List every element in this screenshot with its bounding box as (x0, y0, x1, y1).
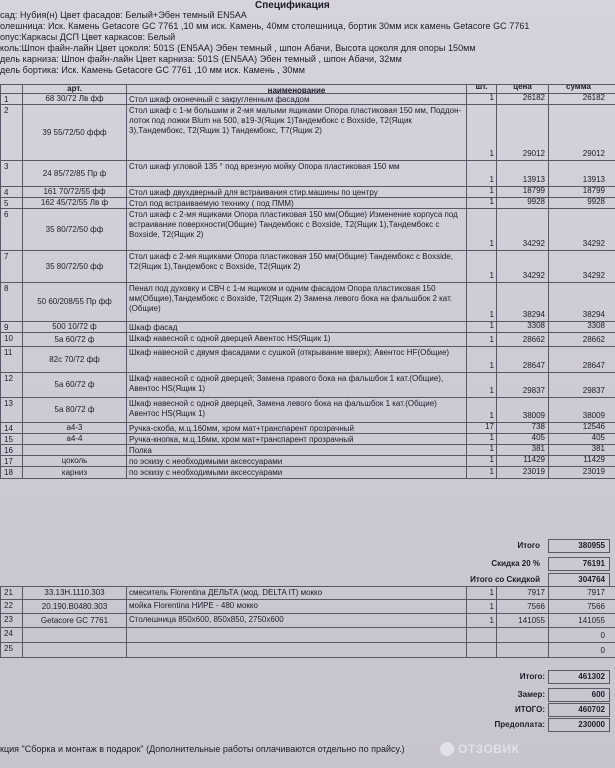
cell-name: по эскизу с необходимыми аксессуарами (126, 467, 466, 478)
cell-name: Шкаф фасад (126, 322, 466, 332)
cell-num: 24 (0, 628, 22, 642)
cell-price: 34292 (496, 251, 548, 282)
table-row (0, 398, 615, 423)
cell-qty: 1 (466, 187, 496, 197)
cell-name: Шкаф навесной с двумя фасадами с сушкой (открывание вверх); Авентос HF(Общие) (126, 347, 466, 372)
table-row (0, 105, 615, 161)
cell-qty: 1 (466, 600, 496, 613)
header-name: наименование (126, 85, 466, 93)
table-row (0, 198, 615, 209)
cell-sum: 34292 (548, 209, 608, 250)
cell-price: 34292 (496, 209, 548, 250)
cell-sum: 29837 (548, 373, 608, 397)
cell-sum: 0 (548, 643, 608, 657)
summary-value: 461302 (578, 672, 605, 681)
cell-qty (466, 628, 496, 642)
cell-name: Шкаф навесной с одной дверцей; Замена правого бока на фальшбок 1 кат.(Общие), Авентос HS(Ящик 1) (126, 373, 466, 397)
cell-num: 25 (0, 643, 22, 657)
table-row (0, 628, 615, 643)
cell-qty: 1 (466, 105, 496, 160)
cell-qty: 1 (466, 467, 496, 478)
summary-value-box (548, 688, 610, 702)
table-header-row (0, 85, 615, 94)
cell-art: карниз (22, 467, 126, 478)
cell-num: 3 (0, 161, 22, 186)
header-line: опус:Каркасы ДСП Цвет каркасов: Белый (0, 32, 176, 42)
cell-price: 141055 (496, 614, 548, 627)
total-value-0: 380955 (578, 541, 605, 550)
cell-art (22, 628, 126, 642)
watermark-logo-icon (440, 742, 454, 756)
cell-price: 381 (496, 445, 548, 455)
cell-qty: 1 (466, 161, 496, 186)
cell-sum: 29012 (548, 105, 608, 160)
table-row (0, 347, 615, 373)
header-num (0, 85, 22, 93)
cell-num: 12 (0, 373, 22, 397)
table-row (0, 600, 615, 614)
table-row (0, 614, 615, 628)
cell-num: 9 (0, 322, 22, 332)
table-row (0, 283, 615, 322)
table-row (0, 445, 615, 456)
total-label-2: Итого со Скидкой (470, 575, 540, 584)
cell-price: 11429 (496, 456, 548, 466)
cell-name: Стол шкаф с 1-м большим и 2-мя малыми ящиками Опора пластиковая 150 мм, Поддон-лоток под ложки Blum на 500, в19-3(Ящик 1)Тандембокс с Boxside, T2(Ящик 3),Тандембокс, T2(Ящик 1) Тандембокс, T7(Ящик 2) (126, 105, 466, 160)
cell-num: 18 (0, 467, 22, 478)
cell-art: цоколь (22, 456, 126, 466)
cell-name: Стол шкаф оконечный с закругленным фасадом (126, 94, 466, 104)
cell-price: 38294 (496, 283, 548, 321)
cell-qty: 1 (466, 587, 496, 599)
summary-value-box (548, 703, 610, 717)
cell-name: Стол шкаф двухдверный для встраивания стир.машины по центру (126, 187, 466, 197)
cell-num: 15 (0, 434, 22, 444)
cell-sum: 18799 (548, 187, 608, 197)
watermark: ОТЗОВИК (458, 742, 520, 756)
cell-art: Getacore GC 7761 (22, 614, 126, 627)
cell-price: 28662 (496, 333, 548, 346)
cell-name: по эскизу с необходимыми аксессуарами (126, 456, 466, 466)
cell-sum: 26182 (548, 94, 608, 104)
cell-qty: 1 (466, 445, 496, 455)
table-row (0, 187, 615, 198)
cell-art: 68 30/72 Лв фф (22, 94, 126, 104)
cell-num: 23 (0, 614, 22, 627)
cell-price: 23019 (496, 467, 548, 478)
cell-num: 10 (0, 333, 22, 346)
table-row (0, 456, 615, 467)
cell-art: 39 55/72/50 ффф (22, 105, 126, 160)
header-line: олешница: Иск. Камень Getacore GC 7761 ,10 мм иск. Камень, 40мм столешница, бортик 30мм иск камень Getacore GC 7761 (0, 21, 530, 31)
total-value-box (548, 539, 610, 553)
table-row (0, 94, 615, 105)
table-row (0, 643, 615, 658)
cell-num: 14 (0, 423, 22, 433)
cell-qty: 1 (466, 398, 496, 422)
cell-qty: 17 (466, 423, 496, 433)
cell-sum: 0 (548, 628, 608, 642)
cell-price: 7566 (496, 600, 548, 613)
cell-num: 7 (0, 251, 22, 282)
cell-art: 5а 80/72 ф (22, 398, 126, 422)
summary-label: Итого: (519, 672, 545, 681)
cell-qty: 1 (466, 347, 496, 372)
cell-name: Стол шкаф с 2-мя ящиками Опора пластиковая 150 мм(Общие) Изменение корпуса под встраивание поверхности(Общие) Тандембокс с Boxside, T2(Ящик 1),Тандембокс с Boxside, T2(Ящик 2) (126, 209, 466, 250)
table-row (0, 251, 615, 283)
cell-num: 6 (0, 209, 22, 250)
header-line: коль:Шпон файн-лайн Цвет цоколя: 501S (EN5AA) Эбен темный , шпон Абачи, Высота цоколя для опоры 150мм (0, 43, 476, 53)
cell-art: а4-4 (22, 434, 126, 444)
cell-art: 162 45/72/55 Лв ф (22, 198, 126, 208)
cell-price: 28647 (496, 347, 548, 372)
cell-name: Пенал под духовку и СВЧ с 1-м ящиком и одним фасадом Опора пластиковая 150 мм(Общие),Тандембокс с Boxside, T2(Ящик 2) Замена левого бока на фальшбок 2 кат.(Общие) (126, 283, 466, 321)
cell-qty: 1 (466, 434, 496, 444)
cell-num: 11 (0, 347, 22, 372)
header-price: цена (496, 85, 548, 93)
cell-num: 21 (0, 587, 22, 599)
cell-name (126, 628, 466, 642)
cell-name: Стол шкаф угловой 135 ° под врезную мойку Опора пластиковая 150 мм (126, 161, 466, 186)
cell-name: мойка Florentina НИРЕ - 480 мокко (126, 600, 466, 613)
total-label-0: Итого (517, 541, 540, 550)
table-row (0, 209, 615, 251)
table-row (0, 423, 615, 434)
cell-num: 17 (0, 456, 22, 466)
cell-art: а4-3 (22, 423, 126, 433)
summary-value: 230000 (578, 720, 605, 729)
cell-name: Ручка-кнопка, м.ц.16мм, хром мат+транспарент прозрачный (126, 434, 466, 444)
cell-sum: 38009 (548, 398, 608, 422)
summary-value: 460702 (578, 705, 605, 714)
cell-num: 2 (0, 105, 22, 160)
cell-art (22, 445, 126, 455)
cell-name: Столешница 850х600, 850х850, 2750х600 (126, 614, 466, 627)
cell-art: 35 80/72/50 фф (22, 251, 126, 282)
cell-num: 16 (0, 445, 22, 455)
cell-art (22, 643, 126, 657)
table-row (0, 587, 615, 600)
cell-price: 9928 (496, 198, 548, 208)
cell-name (126, 643, 466, 657)
cell-name: Полка (126, 445, 466, 455)
cell-price: 13913 (496, 161, 548, 186)
cell-qty: 1 (466, 373, 496, 397)
cell-sum: 11429 (548, 456, 608, 466)
cell-qty: 1 (466, 251, 496, 282)
cell-sum: 23019 (548, 467, 608, 478)
cell-price: 7917 (496, 587, 548, 599)
cell-art: 82с 70/72 фф (22, 347, 126, 372)
cell-art: 5а 60/72 ф (22, 373, 126, 397)
total-label-1: Скидка 20 % (491, 559, 540, 568)
cell-name: Шкаф навесной с одной дверцей, Замена левого бока на фальшбок 1 кат.(Общие) Авентос HS(Ящик 1) (126, 398, 466, 422)
table-row (0, 161, 615, 187)
cell-price: 26182 (496, 94, 548, 104)
cell-art: 161 70/72/55 фф (22, 187, 126, 197)
cell-num: 13 (0, 398, 22, 422)
document-title: Спецификация (255, 0, 330, 11)
cell-qty (466, 643, 496, 657)
cell-qty: 1 (466, 209, 496, 250)
cell-sum: 12546 (548, 423, 608, 433)
summary-label: Предоплата: (494, 720, 545, 729)
total-value-1: 76191 (582, 559, 605, 568)
cell-qty: 1 (466, 322, 496, 332)
total-value-2: 304764 (578, 575, 605, 584)
cell-sum: 28647 (548, 347, 608, 372)
cell-art: 500 10/72 ф (22, 322, 126, 332)
cell-qty: 1 (466, 333, 496, 346)
table-row (0, 322, 615, 333)
cell-name: смеситель Florentina ДЕЛЬТА (мод. DELTA IT) мокко (126, 587, 466, 599)
summary-label: Замер: (517, 690, 545, 699)
cell-price: 405 (496, 434, 548, 444)
cell-sum: 7566 (548, 600, 608, 613)
cell-sum: 381 (548, 445, 608, 455)
cell-art: 5а 60/72 ф (22, 333, 126, 346)
cell-qty: 1 (466, 94, 496, 104)
footer-note: кция "Сборка и монтаж в подарок" (Дополнительные работы оплачиваются отдельно по прайсу.) (0, 744, 405, 754)
summary-label: ИТОГО: (515, 705, 545, 714)
cell-num: 22 (0, 600, 22, 613)
summary-value: 600 (591, 690, 605, 699)
cell-sum: 28662 (548, 333, 608, 346)
cell-name: Стол шкаф с 2-мя ящиками Опора пластиковая 150 мм(Общие) Тандембокс с Boxside, T2(Ящик 1),Тандембокс с Boxside, T2(Ящик 2) (126, 251, 466, 282)
cell-sum: 9928 (548, 198, 608, 208)
cell-qty: 1 (466, 283, 496, 321)
cell-qty: 1 (466, 198, 496, 208)
cell-art: 20.190.В0480.303 (22, 600, 126, 613)
table-row (0, 333, 615, 347)
cell-num: 5 (0, 198, 22, 208)
cell-num: 1 (0, 94, 22, 104)
cell-sum: 141055 (548, 614, 608, 627)
header-line: дель карниза: Шпон файн-лайн Цвет карниза: 501S (EN5AA) Эбен темный , шпон Абачи, 32мм (0, 54, 402, 64)
cell-qty: 1 (466, 456, 496, 466)
summary-value-box (548, 718, 610, 732)
cell-price (496, 643, 548, 657)
cell-sum: 38294 (548, 283, 608, 321)
cell-name: Шкаф навесной с одной дверцей Авентос HS(Ящик 1) (126, 333, 466, 346)
cell-art: 24 85/72/85 Пр ф (22, 161, 126, 186)
header-qty: шт. (466, 85, 496, 93)
cell-art: 35 80/72/50 фф (22, 209, 126, 250)
cell-price: 29012 (496, 105, 548, 160)
total-value-box (548, 573, 610, 587)
cell-sum: 405 (548, 434, 608, 444)
cell-name: Стол под встраиваемую технику ( под ПММ) (126, 198, 466, 208)
header-art: арт. (22, 85, 126, 93)
table-row (0, 467, 615, 479)
cell-name: Ручка-скоба, м.ц.160мм, хром мат+транспарент прозрачный (126, 423, 466, 433)
cell-price: 3308 (496, 322, 548, 332)
cell-price: 18799 (496, 187, 548, 197)
summary-value-box (548, 670, 610, 684)
cell-num: 4 (0, 187, 22, 197)
header-sum: сумма (548, 85, 608, 93)
header-line: дель бортика: Иск. Камень Getacore GC 7761 ,10 мм иск. Камень , 30мм (0, 65, 305, 75)
cell-sum: 7917 (548, 587, 608, 599)
cell-price (496, 628, 548, 642)
table-row (0, 373, 615, 398)
cell-art: 33.13Н.1110.303 (22, 587, 126, 599)
cell-num: 8 (0, 283, 22, 321)
cell-price: 38009 (496, 398, 548, 422)
header-line: сад: Нубия(н) Цвет фасадов: Белый+Эбен темный EN5AA (0, 10, 247, 20)
cell-sum: 34292 (548, 251, 608, 282)
cell-price: 29837 (496, 373, 548, 397)
total-value-box (548, 557, 610, 571)
cell-art: 50 60/208/55 Пр фф (22, 283, 126, 321)
cell-qty: 1 (466, 614, 496, 627)
cell-sum: 13913 (548, 161, 608, 186)
table-row (0, 434, 615, 445)
cell-price: 738 (496, 423, 548, 433)
cell-sum: 3308 (548, 322, 608, 332)
